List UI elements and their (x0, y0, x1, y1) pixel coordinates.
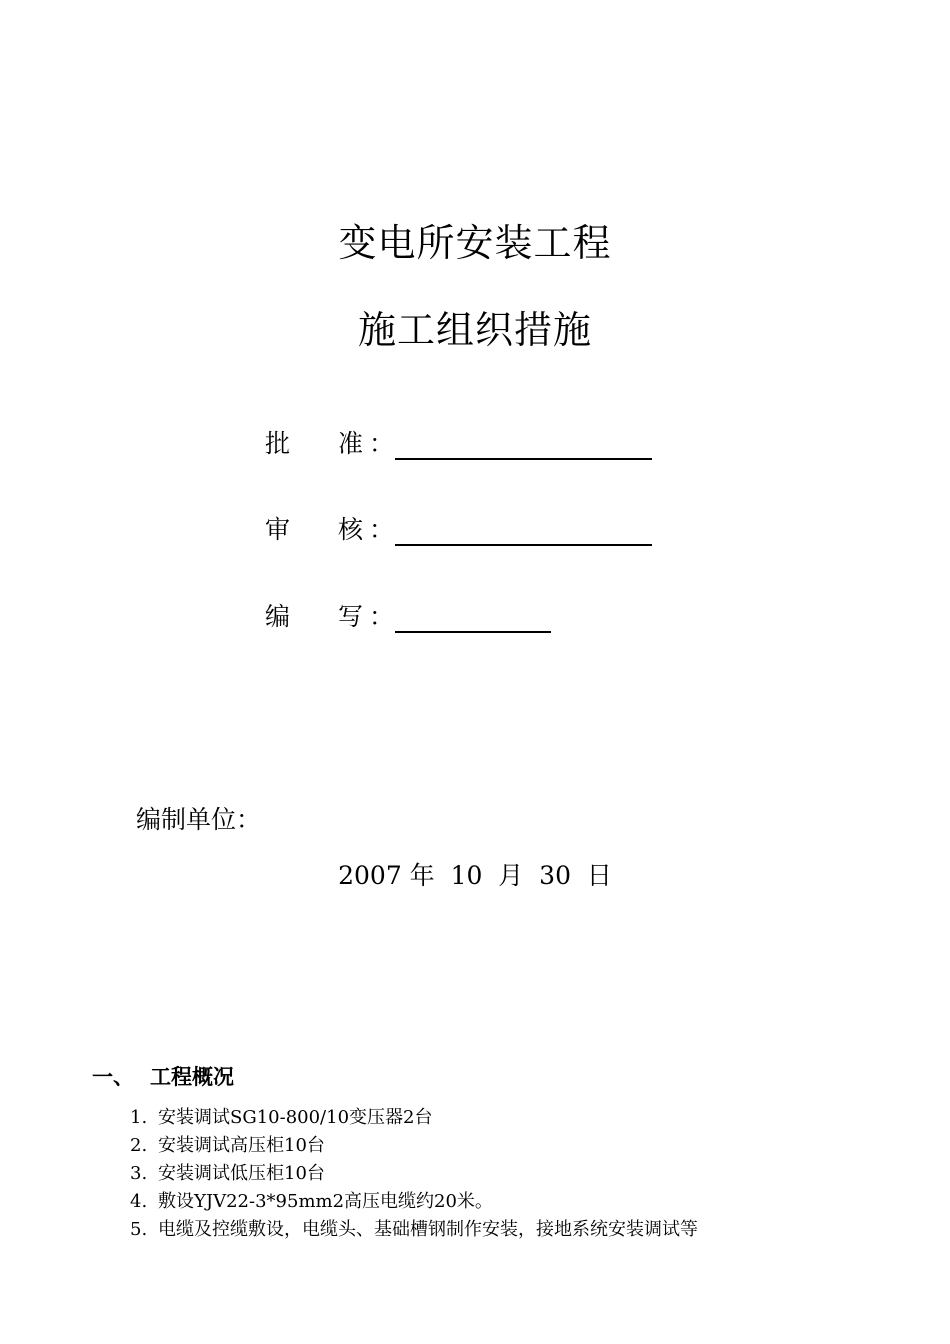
compiling-unit-label: 编制单位： (136, 805, 262, 834)
list-item-text: 安装调试高压柜10台 (158, 1135, 325, 1156)
document-title-line-2: 施工组织措施 (357, 308, 592, 352)
section-number: 一、 (92, 1065, 134, 1089)
review-label-char-1: 审 (265, 515, 291, 544)
list-item-text: 安装调试低压柜10台 (158, 1163, 325, 1184)
list-item (130, 1104, 698, 1132)
approval-label-char-2: 准 (338, 429, 364, 458)
list-item (130, 1160, 698, 1188)
review-label-char-2: 核 (338, 515, 364, 544)
document-date: 2007 年 10 月 30 日 (338, 861, 612, 890)
list-item-text: 电缆及控缆敷设，电缆头、基础槽钢制作安装，接地系统安装调试等 (158, 1219, 698, 1240)
list-item (130, 1216, 698, 1244)
section-heading (92, 1060, 234, 1094)
document-title-line-1: 变电所安装工程 (338, 221, 612, 265)
review-signature-line (395, 544, 652, 546)
list-item-number: 1. (130, 1107, 148, 1128)
review-colon: ： (369, 515, 395, 544)
approval-colon: ： (369, 429, 395, 458)
author-label-char-1: 编 (265, 602, 291, 631)
section-title: 工程概况 (150, 1065, 234, 1089)
list-item (130, 1188, 698, 1216)
list-item-text: 安装调试SG10-800/10变压器2台 (158, 1107, 433, 1128)
project-overview-list (130, 1104, 698, 1244)
list-item-number: 3. (130, 1163, 148, 1184)
approval-label-char-1: 批 (265, 429, 291, 458)
approval-signature-line (395, 458, 652, 460)
list-item-number: 4. (130, 1191, 148, 1212)
list-item-number: 5. (130, 1219, 148, 1240)
list-item (130, 1132, 698, 1160)
list-item-number: 2. (130, 1135, 148, 1156)
list-item-text: 敷设YJV22-3*95mm2高压电缆约20米。 (158, 1191, 493, 1212)
author-label-char-2: 写 (338, 602, 364, 631)
author-signature-line (395, 631, 551, 633)
author-colon: ： (369, 602, 395, 631)
